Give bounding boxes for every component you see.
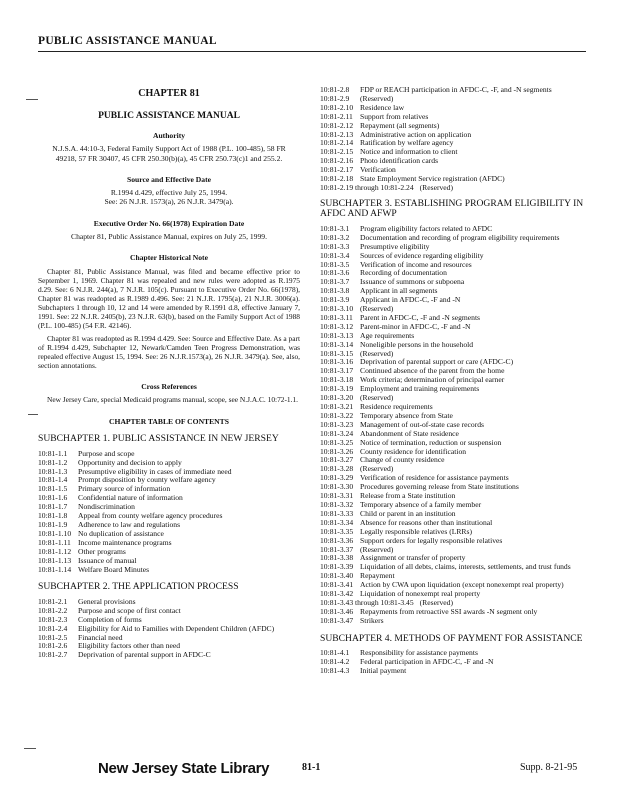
toc-entry-title: Completion of forms — [78, 614, 142, 624]
toc-entry-number: 10:81-1.6 — [38, 493, 68, 503]
historical-note-paragraph-1: Chapter 81, Public Assistance Manual, was filed and became effective prior to September 1, 1969. Chapter 81 was repealed and new rules were adopted as R.1975 d.29. See: 6 N.J.R. 244(a), 7 N.J.R. 105(c). Pursuant to Executive Order No. 66(1978), Chapter 81 was readopted as R.1989 d.496. See: 21 N.J.R. 1795(a), 21 N.J.R. 3006(a). Subchapters 1 through 10, 12 and 14 were amended by R.1991 d.8, effective January 7, 1991. See: 22 N.J.R. 2405(b), 23 N.J.R. 63(b), based on the Family Support Act of 1988 (P.L. 100-485) (54 F.R. 42146). — [38, 266, 300, 330]
running-head: PUBLIC ASSISTANCE MANUAL — [38, 35, 217, 47]
toc-entry-number: 10:81-2.8 — [320, 85, 350, 94]
toc-entry-number: 10:81-3.37 — [320, 544, 354, 554]
toc-entry-number: 10:81-3.16 — [320, 357, 354, 367]
toc-entry-number: 10:81-3.18 — [320, 375, 354, 385]
toc-entry-title: Applicant in AFDC-C, -F and -N — [360, 295, 461, 305]
toc-entry-number: 10:81-3.17 — [320, 366, 354, 376]
toc-entry-title: FDP or REACH participation in AFDC-C, -F, and -N segments — [360, 85, 552, 94]
toc-entry-number: 10:81-2.6 — [38, 641, 68, 651]
toc-entry-number: 10:81-2.16 — [320, 156, 354, 166]
toc-entry-title: Management of out-of-state case records — [360, 419, 484, 429]
toc-entry-number: 10:81-3.20 — [320, 393, 354, 403]
toc-entry-title: State Employment Service registration (AFDC) — [360, 174, 505, 184]
toc-entry-number: 10:81-3.5 — [320, 259, 350, 269]
page-number: 81-1 — [302, 762, 321, 773]
toc-entry-title: Adherence to law and regulations — [78, 520, 181, 530]
cross-references-text: New Jersey Care, special Medicaid programs manual, scope, see N.J.A.C. 10:72-1.1. — [47, 394, 299, 404]
toc-entry-title: Support from relatives — [360, 111, 429, 121]
subchapter-4-list — [320, 649, 588, 676]
historical-note-heading: Chapter Historical Note — [130, 253, 208, 263]
toc-entry-number: 10:81-3.7 — [320, 277, 350, 287]
toc-entry-title: Purpose and scope — [78, 448, 135, 458]
toc-entry-title: Responsibility for assistance payments — [360, 648, 478, 658]
toc-entry-title: Appeal from county welfare agency procedures — [78, 511, 223, 521]
toc-entry-number: 10:81-3.19 — [320, 384, 354, 394]
source-line-2: See: 26 N.J.R. 1573(a), 26 N.J.R. 3479(a). — [104, 197, 234, 207]
toc-entry-title: Liquidation of all debts, claims, interests, settlements, and trust funds — [360, 562, 571, 572]
executive-order-text: Chapter 81, Public Assistance Manual, expires on July 25, 1999. — [71, 232, 267, 242]
subchapter-2-list-part-2 — [320, 86, 588, 193]
toc-entry-number: 10:81-3.25 — [320, 437, 354, 447]
toc-entry-number: 10:81-3.9 — [320, 295, 350, 305]
toc-entry-number: 10:81-1.9 — [38, 520, 68, 530]
toc-entry-title: (Reserved) — [360, 348, 394, 358]
toc-entry-title: Verification of residence for assistance payments — [360, 473, 509, 483]
chapter-number: CHAPTER 81 — [138, 88, 200, 99]
toc-entry-number: 10:81-3.35 — [320, 526, 354, 536]
margin-mark — [28, 414, 38, 415]
historical-note-paragraph-2: Chapter 81 was readopted as R.1994 d.429. See: Source and Effective Date. As a part of R.1994 d.429, Subchapter 12, Newark/Camden Teen Progress Demonstration, was repealed effective August 15, 1994. See: 26 N.J.R.1573(a), 26 N.J.R. 3479(a). See, also, section annotations. — [38, 333, 300, 370]
toc-entry-title: Release from a State institution — [360, 491, 456, 501]
toc-entry-number: 10:81-2.12 — [320, 120, 354, 130]
toc-entry-title: Noneligible persons in the household — [360, 339, 474, 349]
toc-entry-title: Nondiscrimination — [78, 502, 135, 512]
toc-entry-title: Administrative action on application — [360, 129, 472, 139]
toc-entry-title: Initial payment — [360, 665, 407, 675]
toc-entry-title: (Reserved) — [419, 182, 453, 192]
toc-entry-title: Procedures governing release from State institutions — [360, 482, 519, 492]
toc-entry-title: Parent-minor in AFDC-C, -F and -N — [360, 321, 471, 331]
toc-entry-number: 10:81-1.4 — [38, 475, 68, 485]
toc-entry-title: Income maintenance programs — [78, 537, 172, 547]
toc-entry-title: Issuance of summons or subpoena — [360, 277, 465, 287]
toc-entry-number: 10:81-4.3 — [320, 665, 350, 675]
toc-entry-number: 10:81-3.8 — [320, 286, 350, 296]
toc-entry-title: Deprivation of parental support or care (AFDC-C) — [360, 357, 514, 367]
toc-entry-title: Change of county residence — [360, 455, 445, 465]
toc-entry-title: County residence for identification — [360, 446, 467, 456]
toc-entry-number: 10:81-3.30 — [320, 482, 354, 492]
subchapter-1-list — [38, 450, 300, 575]
toc-entry-title: Notice and information to client — [360, 147, 458, 157]
subchapter-2-heading: SUBCHAPTER 2. THE APPLICATION PROCESS — [38, 581, 239, 593]
toc-entry-title: Abandonment of State residence — [360, 428, 459, 438]
toc-entry-number: 10:81-3.4 — [320, 250, 350, 260]
chapter-title: PUBLIC ASSISTANCE MANUAL — [98, 111, 240, 121]
toc-entry-title: Eligibility for Aid to Families with Dependent Children (AFDC) — [78, 623, 275, 633]
header-rule — [38, 51, 586, 52]
toc-entry-title: Purpose and scope of first contact — [78, 605, 181, 615]
toc-entry-title: Federal participation in AFDC-C, -F and -N — [360, 657, 494, 667]
toc-entry-number: 10:81-3.38 — [320, 553, 354, 563]
toc-entry-title: Repayment — [360, 571, 395, 581]
toc-entry — [38, 566, 300, 575]
toc-entry-number: 10:81-1.12 — [38, 546, 72, 556]
authority-heading: Authority — [152, 131, 186, 140]
toc-entry-title: Deprivation of parental support in AFDC-C — [78, 650, 211, 660]
toc-entry-title: Confidential nature of information — [78, 493, 183, 503]
toc-entry-number: 10:81-2.2 — [38, 605, 68, 615]
toc-entry-number: 10:81-2.18 — [320, 174, 354, 184]
toc-entry-title: (Reserved) — [360, 464, 394, 474]
toc-entry-title: (Reserved) — [360, 93, 394, 103]
toc-entry-number: 10:81-3.27 — [320, 455, 354, 465]
subchapter-3-heading: SUBCHAPTER 3. ESTABLISHING PROGRAM ELIGIBILITY IN AFDC AND AFWP — [320, 197, 584, 220]
toc-entry-title: Support orders for legally responsible relatives — [360, 535, 503, 545]
toc-entry-number: 10:81-1.13 — [38, 555, 72, 565]
toc-entry-number: 10:81-2.9 — [320, 93, 350, 103]
toc-entry — [38, 651, 300, 660]
toc-entry-title: Eligibility factors other than need — [78, 641, 181, 651]
toc-entry-title: Residence law — [360, 102, 405, 112]
margin-mark — [26, 99, 38, 100]
toc-entry-number: 10:81-1.5 — [38, 484, 68, 494]
toc-entry-number: 10:81-1.1 — [38, 448, 68, 458]
toc-entry-number: 10:81-3.41 — [320, 580, 354, 590]
toc-entry-number: 10:81-3.34 — [320, 517, 354, 527]
toc-entry-number: 10:81-3.33 — [320, 508, 354, 518]
toc-entry-number: 10:81-2.17 — [320, 165, 354, 175]
subchapter-3-list — [320, 225, 588, 626]
toc-entry-number: 10:81-1.7 — [38, 502, 68, 512]
toc-entry-number: 10:81-1.3 — [38, 466, 68, 476]
toc-entry-number: 10:81-1.10 — [38, 528, 72, 538]
toc-entry-title: Program eligibility factors related to AFDC — [360, 223, 493, 233]
toc-entry-title: Temporary absence of a family member — [360, 499, 482, 509]
toc-entry-title: No duplication of assistance — [78, 528, 164, 538]
toc-entry-number: 10:81-3.1 — [320, 223, 350, 233]
toc-entry-number: 10:81-3.42 — [320, 589, 354, 599]
toc-entry-title: Opportunity and decision to apply — [78, 457, 182, 467]
toc-entry-title: Liquidation of nonexempt real property — [360, 589, 481, 599]
table-of-contents-heading: CHAPTER TABLE OF CONTENTS — [109, 416, 229, 426]
toc-entry-title: (Reserved) — [360, 304, 394, 314]
toc-entry-title: Applicant in all segments — [360, 286, 438, 296]
toc-entry-number: 10:81-2.13 — [320, 129, 354, 139]
supplement-date: Supp. 8-21-95 — [520, 762, 578, 773]
toc-entry-title: Prompt disposition by county welfare agency — [78, 475, 216, 485]
toc-entry-number: 10:81-3.40 — [320, 571, 354, 581]
toc-entry-number: 10:81-3.13 — [320, 330, 354, 340]
toc-entry-title: Action by CWA upon liquidation (except nonexempt real property) — [360, 580, 564, 590]
toc-entry-title: Temporary absence from State — [360, 410, 453, 420]
toc-entry-title: (Reserved) — [360, 393, 394, 403]
toc-entry-number: 10:81-3.32 — [320, 499, 354, 509]
toc-entry-number: 10:81-3.3 — [320, 241, 350, 251]
authority-text: N.J.S.A. 44:10-3, Federal Family Support Act of 1988 (P.L. 100-485), 58 FR 49218, 57 FR 30407, 45 CFR 250.30(b)(a), 45 CFR 250.73(c)1 and 255.2. — [52, 144, 286, 163]
toc-entry-title: Ratification by welfare agency — [360, 138, 454, 148]
subchapter-2-list-part-1 — [38, 598, 300, 660]
toc-entry-number: 10:81-3.6 — [320, 268, 350, 278]
toc-entry-number: 10:81-3.47 — [320, 615, 354, 625]
toc-entry-number: 10:81-4.1 — [320, 648, 350, 658]
subchapter-4-heading: SUBCHAPTER 4. METHODS OF PAYMENT FOR ASSISTANCE — [320, 632, 583, 644]
toc-entry-number: 10:81-2.3 — [38, 614, 68, 624]
margin-mark — [24, 748, 36, 749]
toc-entry-number: 10:81-1.2 — [38, 457, 68, 467]
toc-entry-number: 10:81-2.15 — [320, 147, 354, 157]
toc-entry-title: Absence for reasons other than institutional — [360, 517, 493, 527]
toc-entry-number: 10:81-2.1 — [38, 596, 68, 606]
toc-entry-number: 10:81-1.11 — [38, 537, 71, 547]
toc-entry-number: 10:81-3.22 — [320, 410, 354, 420]
subchapter-1-heading: SUBCHAPTER 1. PUBLIC ASSISTANCE IN NEW JERSEY — [38, 433, 279, 445]
toc-entry — [320, 184, 588, 193]
toc-entry-number: 10:81-3.36 — [320, 535, 354, 545]
toc-entry-title: Documentation and recording of program eligibility requirements — [360, 232, 560, 242]
toc-entry-title: Work criteria; determination of principal earner — [360, 375, 505, 385]
toc-entry-title: General provisions — [78, 596, 136, 606]
toc-entry-number: 10:81-2.10 — [320, 102, 354, 112]
toc-entry-number: 10:81-2.5 — [38, 632, 68, 642]
toc-entry-title: Other programs — [78, 546, 126, 556]
toc-entry-title: Welfare Board Minutes — [78, 564, 150, 574]
toc-entry-title: Legally responsible relatives (LRRs) — [360, 526, 472, 536]
toc-entry — [320, 617, 588, 626]
toc-entry-title: Continued absence of the parent from the home — [360, 366, 505, 376]
toc-entry-number: 10:81-2.7 — [38, 650, 68, 660]
toc-entry-title: Repayments from retroactive SSI awards -N segment only — [360, 606, 538, 616]
toc-entry-title: Residence requirements — [360, 402, 433, 411]
toc-entry-number: 10:81-4.2 — [320, 657, 350, 667]
toc-entry-title: Presumptive eligibility — [360, 241, 430, 251]
toc-entry-number: 10:81-3.15 — [320, 348, 354, 358]
toc-entry-number: 10:81-3.31 — [320, 491, 354, 501]
toc-entry-number: 10:81-3.23 — [320, 419, 354, 429]
toc-entry-title: Financial need — [78, 632, 123, 642]
toc-entry-number: 10:81-2.14 — [320, 138, 354, 148]
toc-entry-number: 10:81-3.43 through 10:81-3.45 — [320, 597, 414, 607]
toc-entry-title: Recording of documentation — [360, 268, 447, 278]
toc-entry — [320, 667, 588, 676]
toc-entry-number: 10:81-3.46 — [320, 606, 354, 616]
toc-entry-title: (Reserved) — [360, 544, 394, 554]
source-line-1: R.1994 d.429, effective July 25, 1994. — [110, 188, 228, 198]
toc-entry-number: 10:81-3.10 — [320, 304, 354, 314]
toc-entry-number: 10:81-3.29 — [320, 473, 354, 483]
right-column — [320, 86, 588, 676]
executive-order-heading: Executive Order No. 66(1978) Expiration Date — [93, 218, 245, 228]
toc-entry-number: 10:81-3.14 — [320, 339, 354, 349]
toc-entry-title: Assignment or transfer of property — [360, 553, 466, 563]
source-heading: Source and Effective Date — [126, 174, 211, 184]
toc-entry-number: 10:81-3.28 — [320, 464, 354, 474]
toc-entry-title: Notice of termination, reduction or suspension — [360, 437, 502, 447]
toc-entry-number: 10:81-1.8 — [38, 511, 68, 521]
toc-entry-number: 10:81-3.39 — [320, 562, 354, 572]
toc-entry-number: 10:81-3.12 — [320, 321, 354, 331]
toc-entry-title: Verification — [360, 165, 396, 175]
toc-entry-title: Issuance of manual — [78, 555, 137, 565]
cross-references-heading: Cross References — [141, 381, 197, 391]
toc-entry-title: Primary source of information — [78, 484, 171, 494]
toc-entry-title: Photo identification cards — [360, 156, 439, 166]
toc-entry-title: Repayment (all segments) — [360, 120, 440, 130]
toc-entry-number: 10:81-2.4 — [38, 623, 68, 633]
toc-entry-number: 10:81-2.19 through 10:81-2.24 — [320, 182, 414, 192]
toc-entry-title: Employment and training requirements — [360, 384, 480, 394]
toc-entry-number: 10:81-3.11 — [320, 312, 353, 322]
toc-entry-title: Verification of income and resources — [360, 259, 472, 269]
toc-entry-number: 10:81-3.26 — [320, 446, 354, 456]
toc-entry-number: 10:81-3.21 — [320, 402, 354, 411]
left-column — [38, 88, 300, 660]
toc-entry-title: (Reserved) — [419, 597, 453, 607]
toc-entry-number: 10:81-1.14 — [38, 564, 72, 574]
toc-entry-title: Age requirements — [360, 330, 415, 340]
toc-entry-number: 10:81-2.11 — [320, 111, 353, 121]
toc-entry-title: Presumptive eligibility in cases of immediate need — [78, 466, 232, 476]
toc-entry-number: 10:81-3.2 — [320, 232, 350, 242]
toc-entry-title: Sources of evidence regarding eligibility — [360, 250, 484, 260]
toc-entry-title: Strikers — [360, 615, 384, 625]
toc-entry-title: Parent in AFDC-C, -F and -N segments — [360, 312, 481, 322]
toc-entry-title: Child or parent in an institution — [360, 508, 456, 518]
library-stamp: New Jersey State Library — [98, 760, 270, 777]
toc-entry-number: 10:81-3.24 — [320, 428, 354, 438]
